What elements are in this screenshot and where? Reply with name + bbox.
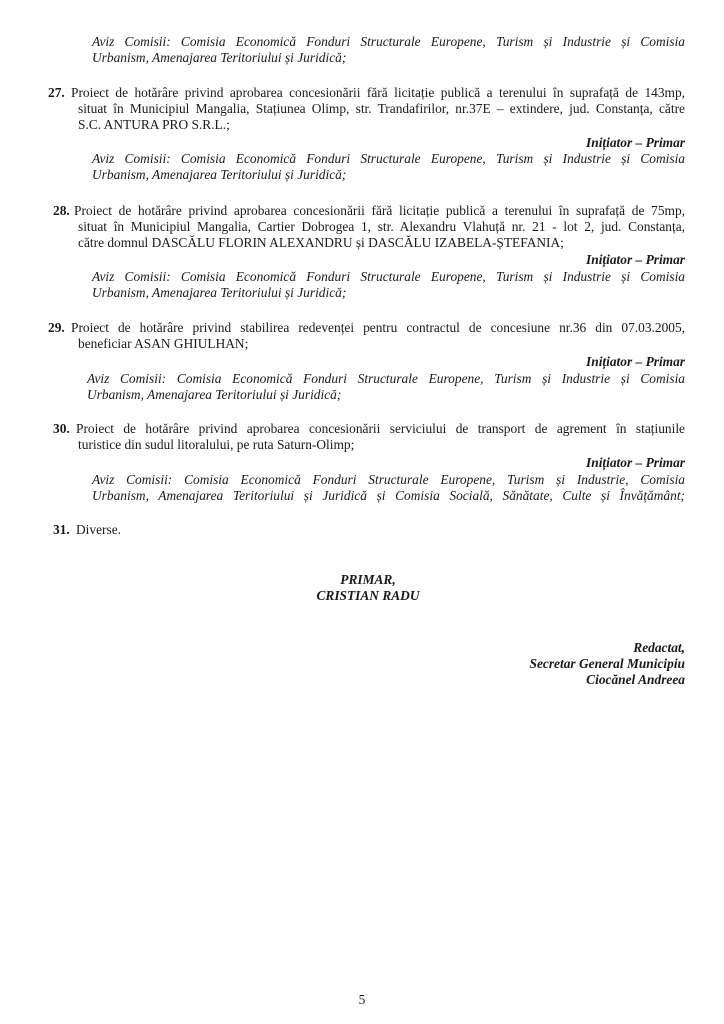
item-text-line: turistice din sudul litoralului, pe ruta Saturn-Olimp; [78,437,355,452]
mayor-name: CRISTIAN RADU [316,588,420,603]
aviz-line: Urbanism, Amenajarea Teritoriului și Juridică; [92,50,347,65]
initiator-label: Inițiator – Primar [586,354,685,369]
drafted-label: Redactat, [633,640,685,655]
item-text-line: către domnul DASCĂLU FLORIN ALEXANDRU și DASCĂLU IZABELA-ȘTEFANIA; [78,235,564,250]
page-number: 5 [358,992,366,1007]
item-text-line: S.C. ANTURA PRO S.R.L.; [78,117,230,132]
item-text-line: Proiect de hotărâre privind aprobarea concesionării fără licitație publică a terenului în suprafață de 143mp, [71,85,685,100]
initiator-label: Inițiator – Primar [586,252,685,267]
item-text-line: situat în Municipiul Mangalia, Cartier Dobrogea 1, str. Alexandru Vlahuță nr. 21 - lot 2, jud. Constanța, [78,219,685,234]
aviz-line: Aviz Comisii: Comisia Economică Fonduri Structurale Europene, Turism și Industrie și Comisia [92,151,685,166]
item-text-line: Diverse. [76,522,121,537]
item-text-line: Proiect de hotărâre privind stabilirea redevenței pentru contractul de concesiune nr.36 din 07.03.2005, [71,320,685,335]
initiator-label: Inițiator – Primar [586,135,685,150]
item-number: 28. [53,203,70,218]
initiator-label: Inițiator – Primar [586,455,685,470]
item-text-line: Proiect de hotărâre privind aprobarea concesionării fără licitație publică a terenului în suprafață de 75mp, [74,203,685,218]
secretary-role: Secretar General Municipiu [529,656,685,671]
item-number: 31. [53,522,70,537]
item-text-line: situat în Municipiul Mangalia, Stațiunea Olimp, str. Trandafirilor, nr.37E – extindere, jud. Constanța, către [78,101,685,116]
item-number: 27. [48,85,65,100]
aviz-line: Aviz Comisii: Comisia Economică Fonduri Structurale Europene, Turism și Industrie și Comisia [92,269,685,284]
item-number: 30. [53,421,70,436]
aviz-line: Aviz Comisii: Comisia Economică Fonduri Structurale Europene, Turism și Industrie și Comisia [92,34,685,49]
aviz-line: Urbanism, Amenajarea Teritoriului și Juridică; [87,387,342,402]
aviz-line: Aviz Comisii: Comisia Economică Fonduri Structurale Europene, Turism și Industrie, Comisia [92,472,685,487]
aviz-line: Urbanism, Amenajarea Teritoriului și Juridică; [92,167,347,182]
mayor-title: PRIMAR, [340,572,396,587]
aviz-line: Urbanism, Amenajarea Teritoriului și Juridică; [92,285,347,300]
aviz-line: Aviz Comisii: Comisia Economică Fonduri Structurale Europene, Turism și Industrie și Comisia [87,371,685,386]
item-number: 29. [48,320,65,335]
item-text-line: beneficiar ASAN GHIULHAN; [78,336,249,351]
aviz-line: Urbanism, Amenajarea Teritoriului și Juridică și Comisia Socială, Sănătate, Culte și Învățământ; [92,488,685,503]
item-text-line: Proiect de hotărâre privind aprobarea concesionării serviciului de transport de agrement în stațiunile [76,421,685,436]
secretary-name: Ciocănel Andreea [586,672,685,687]
